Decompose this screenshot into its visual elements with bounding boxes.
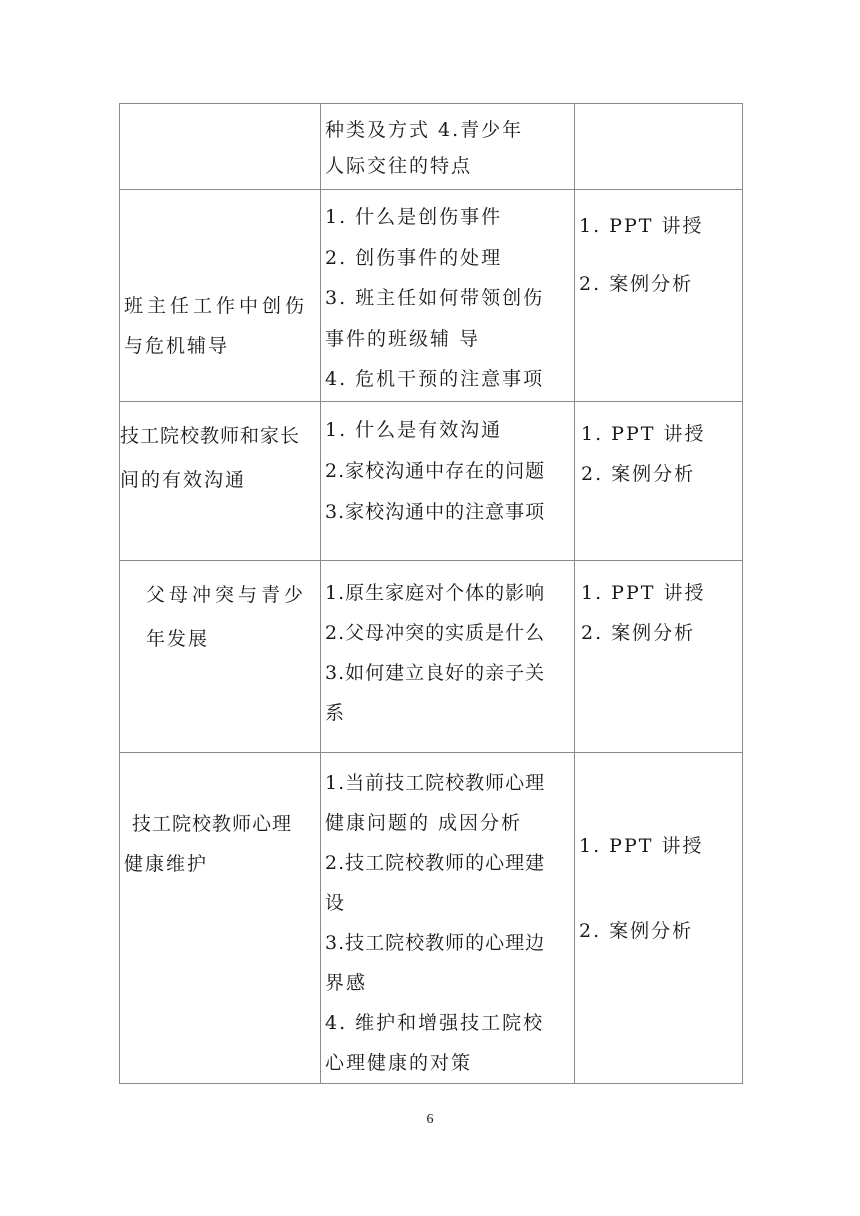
method-line: 1. PPT 讲授 [579,215,704,237]
topic-cell [120,104,321,190]
method-cell [575,753,743,1084]
content-line: 心理健康的对策 [325,1052,473,1074]
method-cell [575,402,743,561]
topic-line: 间的有效沟通 [120,469,247,491]
topic-line: 技工院校教师心理 [132,813,293,835]
content-line: 2.父母冲突的实质是什么 [325,622,546,644]
content-line: 1. 什么是创伤事件 [325,206,503,228]
content-line: 4. 危机干预的注意事项 [325,368,545,390]
table-row [120,561,743,753]
content-line: 2.家校沟通中存在的问题 [325,460,546,482]
content-cell [321,402,575,561]
content-line: 2.技工院校教师的心理建 [325,852,546,874]
content-cell [321,561,575,753]
table-row [120,402,743,561]
table-row [120,104,743,190]
method-line: 2. 案例分析 [581,463,696,485]
content-cell [321,104,575,190]
content-line: 4. 维护和增强技工院校 [325,1012,545,1034]
table-row [120,753,743,1084]
topic-cell [120,402,321,561]
topic-line: 技工院校教师和家长 [120,425,301,447]
content-line: 3.家校沟通中的注意事项 [325,501,546,523]
content-line: 界感 [325,972,368,994]
topic-line: 健康维护 [124,853,209,875]
method-line: 1. PPT 讲授 [579,835,704,857]
content-line: 健康问题的 成因分析 [325,812,523,834]
method-cell [575,561,743,753]
topic-cell [120,561,321,753]
table-row [120,190,743,402]
topic-line: 父母冲突与青少 [146,584,308,606]
method-line: 2. 案例分析 [579,920,694,942]
course-table [119,103,743,1084]
topic-cell [120,190,321,402]
content-line: 种类及方式 4.青少年 [325,119,524,141]
method-line: 2. 案例分析 [579,273,694,295]
method-line: 1. PPT 讲授 [581,582,706,604]
method-cell [575,104,743,190]
content-line: 3.如何建立良好的亲子关 [325,662,546,684]
topic-line: 与危机辅导 [124,335,230,357]
content-line: 3.技工院校教师的心理边 [325,932,546,954]
content-line: 设 [325,892,347,914]
content-line: 1. 什么是有效沟通 [325,419,503,441]
topic-line: 年发展 [146,628,210,650]
content-line: 2. 创伤事件的处理 [325,246,503,269]
content-cell [321,753,575,1084]
method-line: 2. 案例分析 [581,622,696,644]
content-line: 事件的班级辅 导 [325,327,481,350]
content-line: 人际交往的特点 [325,155,473,177]
method-line: 1. PPT 讲授 [581,423,706,445]
content-line: 1.原生家庭对个体的影响 [325,582,546,604]
topic-line: 班主任工作中创伤 [124,295,309,317]
topic-cell [120,753,321,1084]
content-line: 1.当前技工院校教师心理 [325,772,546,794]
page-number: 6 [426,1112,434,1127]
content-line: 3. 班主任如何带领创伤 [325,287,545,309]
content-cell [321,190,575,402]
content-line: 系 [325,702,347,724]
method-cell [575,190,743,402]
